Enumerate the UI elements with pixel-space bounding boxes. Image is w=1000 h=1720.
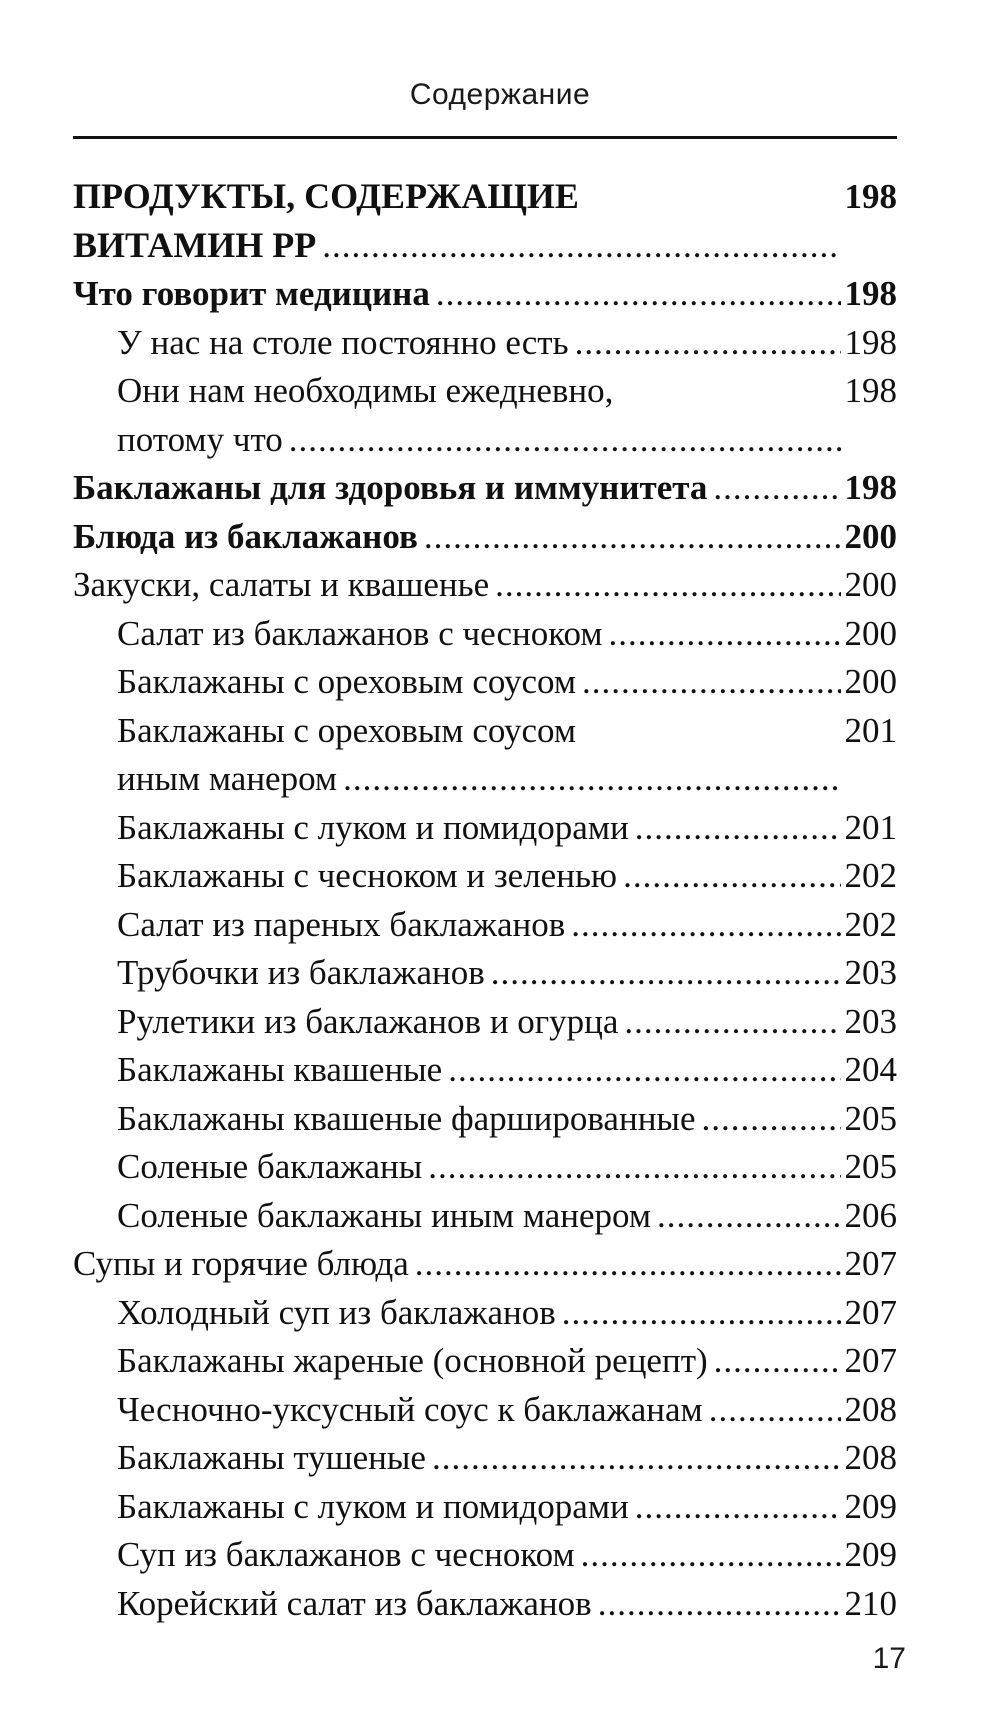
- toc-entry: [73, 1580, 897, 1629]
- toc-entry-title: [117, 367, 845, 464]
- toc-entry-title-line: Чесночно-уксусный соус к баклажанам: [117, 1389, 703, 1429]
- toc-entry: [73, 658, 897, 707]
- toc-entry-title: [117, 707, 845, 804]
- toc-entry-title-line: Баклажаны жареные (основной рецепт): [117, 1341, 708, 1380]
- toc-entry-title: [73, 464, 845, 513]
- toc-entry: [73, 270, 897, 319]
- toc-entry: [73, 1095, 897, 1144]
- toc-entry: [73, 319, 897, 368]
- toc-entry-page-number: 198: [844, 274, 897, 313]
- toc-entry: [73, 1240, 897, 1289]
- dot-leader: [428, 1143, 840, 1192]
- toc-entry-title: [117, 852, 845, 901]
- dot-leader: [635, 1483, 841, 1532]
- toc-entry-title-line: потому что: [117, 419, 283, 459]
- toc-entry-page-number: 206: [844, 1195, 897, 1235]
- dot-leader: [582, 658, 840, 707]
- toc-entry-title: [73, 513, 845, 562]
- toc-entry-title-line: Соленые баклажаны: [117, 1147, 423, 1186]
- toc-entry-page-number: 205: [844, 1098, 897, 1138]
- toc-entry-title-line: Они нам необходимы ежедневно,: [117, 371, 614, 410]
- toc-entry: [73, 1386, 897, 1435]
- dot-leader: [491, 949, 841, 998]
- toc-entry: [73, 949, 897, 998]
- toc-entry-title-line: Баклажаны с луком и помидорами: [117, 1486, 629, 1526]
- toc-entry-title: [117, 1337, 845, 1386]
- toc-entry-title: [117, 804, 845, 853]
- toc-entry-page-number: 209: [844, 1486, 897, 1526]
- dot-leader: [343, 755, 840, 804]
- toc-entry-title-line: ПРОДУКТЫ, СОДЕРЖАЩИЕ: [73, 176, 579, 216]
- toc-entry-page-number: 200: [844, 565, 897, 604]
- page-number: 17: [872, 1642, 906, 1675]
- dot-leader: [657, 1192, 840, 1241]
- toc-entry-title-line: Закуски, салаты и квашенье: [73, 565, 490, 604]
- toc-entry-title-line: Корейский салат из баклажанов: [117, 1583, 592, 1623]
- dot-leader: [495, 561, 840, 610]
- toc-entry: [73, 464, 897, 513]
- toc-entry-title-line: Баклажаны с чесноком и зеленью: [117, 856, 618, 895]
- dot-leader: [713, 464, 840, 513]
- toc-entry: [73, 901, 897, 950]
- toc-entry: [73, 1143, 897, 1192]
- toc-entry-page-number: 204: [844, 1050, 897, 1089]
- dot-leader: [709, 1386, 841, 1435]
- toc-entry-page-number: 207: [844, 1244, 897, 1283]
- toc-entry-title-line: Блюда из баклажанов: [73, 516, 418, 556]
- toc-entry-title: [117, 1095, 845, 1144]
- toc-entry-title: [117, 1143, 845, 1192]
- toc-entry-title-line: иным манером: [117, 759, 338, 798]
- toc-entry-page-number: 208: [844, 1438, 897, 1477]
- toc-entry-page-number: 203: [844, 953, 897, 992]
- toc-entry-title: [117, 1531, 845, 1580]
- toc-entry-page-number: 203: [844, 1001, 897, 1041]
- toc-entry-title-line: Баклажаны с ореховым соусом: [117, 662, 577, 701]
- toc-entry-page-number: 200: [844, 613, 897, 653]
- toc-entry: [73, 1531, 897, 1580]
- toc-entry-title: [117, 1483, 845, 1532]
- toc-entry-title: [117, 998, 845, 1047]
- toc-entry-title: [73, 172, 845, 270]
- dot-leader: [608, 610, 840, 659]
- toc-entry: [73, 610, 897, 659]
- toc-entry-page-number: 198: [844, 371, 897, 410]
- dot-leader: [701, 1095, 840, 1144]
- dot-leader: [436, 270, 841, 319]
- toc-entry: [73, 561, 897, 610]
- toc-entry-title-line: Салат из баклажанов с чесноком: [117, 613, 603, 653]
- toc-entry-title: [117, 1046, 845, 1095]
- toc-entry: [73, 1434, 897, 1483]
- toc-entry-title: [117, 901, 845, 950]
- dot-leader: [448, 1046, 840, 1095]
- toc-entry-title-line: Холодный суп из баклажанов: [117, 1292, 556, 1332]
- toc-entry: [73, 172, 897, 270]
- toc-entry-title: [117, 1192, 845, 1241]
- dot-leader: [635, 804, 841, 853]
- toc-entry-title-line: Соленые баклажаны иным манером: [117, 1195, 652, 1235]
- toc-entry-title-line: Баклажаны с ореховым соусом: [117, 710, 577, 750]
- toc-entry-page-number: 210: [844, 1583, 897, 1623]
- toc-entry-title: [73, 1240, 845, 1289]
- dot-leader: [289, 416, 841, 465]
- dot-leader: [624, 998, 840, 1047]
- toc-entry: [73, 707, 897, 804]
- toc-entry-page-number: 207: [844, 1341, 897, 1380]
- toc-entry-page-number: 207: [844, 1292, 897, 1332]
- dot-leader: [714, 1337, 841, 1386]
- toc-entry: [73, 804, 897, 853]
- toc-entry: [73, 852, 897, 901]
- toc-entry-page-number: 208: [844, 1389, 897, 1429]
- toc-entry-page-number: 209: [844, 1535, 897, 1574]
- dot-leader: [322, 222, 840, 271]
- toc-entry-title-line: Супы и горячие блюда: [73, 1244, 409, 1283]
- table-of-contents: [73, 172, 897, 1628]
- toc-entry: [73, 513, 897, 562]
- dot-leader: [598, 1580, 841, 1629]
- toc-entry-title-line: Баклажаны квашеные: [117, 1050, 443, 1089]
- toc-entry: [73, 1046, 897, 1095]
- toc-entry-title-line: Рулетики из баклажанов и огурца: [117, 1001, 619, 1041]
- dot-leader: [571, 901, 840, 950]
- dot-leader: [623, 852, 840, 901]
- toc-entry-title: [117, 319, 845, 368]
- toc-entry-page-number: 198: [844, 468, 897, 507]
- dot-leader: [562, 1289, 841, 1338]
- toc-entry: [73, 367, 897, 464]
- toc-entry-title: [117, 949, 845, 998]
- dot-leader: [581, 1531, 841, 1580]
- toc-entry-title: [117, 1434, 845, 1483]
- toc-entry-title-line: Салат из пареных баклажанов: [117, 904, 566, 944]
- toc-entry: [73, 1337, 897, 1386]
- toc-entry-page-number: 202: [844, 904, 897, 944]
- toc-entry-title-line: Баклажаны для здоровья и иммунитета: [73, 468, 708, 507]
- toc-entry-title: [117, 1386, 845, 1435]
- toc-entry-page-number: 205: [844, 1147, 897, 1186]
- toc-entry-page-number: 198: [844, 322, 897, 362]
- dot-leader: [415, 1240, 841, 1289]
- dot-leader: [575, 319, 841, 368]
- toc-entry-title: [73, 270, 845, 319]
- toc-entry-title: [117, 1580, 845, 1629]
- toc-entry-title-line: Баклажаны квашеные фаршированные: [117, 1098, 696, 1138]
- toc-entry-page-number: 201: [844, 807, 897, 847]
- toc-entry-page-number: 201: [844, 710, 897, 750]
- running-header: Содержание: [409, 78, 591, 111]
- toc-entry: [73, 1289, 897, 1338]
- toc-entry-title-line: Что говорит медицина: [73, 274, 430, 313]
- toc-entry-title-line: Баклажаны с луком и помидорами: [117, 807, 629, 847]
- toc-entry-title: [117, 1289, 845, 1338]
- toc-entry-title: [117, 658, 845, 707]
- toc-entry-title: [117, 610, 845, 659]
- toc-entry: [73, 1483, 897, 1532]
- toc-entry-page-number: 202: [844, 856, 897, 895]
- toc-entry: [73, 1192, 897, 1241]
- toc-entry-title-line: Баклажаны тушеные: [117, 1438, 426, 1477]
- toc-entry-page-number: 198: [844, 177, 897, 216]
- toc-entry-title-line: У нас на столе постоянно есть: [117, 322, 569, 362]
- toc-entry-title-line: Суп из баклажанов с чесноком: [117, 1535, 575, 1574]
- toc-entry-title: [73, 561, 845, 610]
- toc-entry: [73, 998, 897, 1047]
- header-rule: [73, 136, 897, 139]
- toc-entry-title-line: Трубочки из баклажанов: [117, 953, 485, 992]
- dot-leader: [424, 513, 841, 562]
- toc-entry-page-number: 200: [844, 662, 897, 701]
- toc-entry-title-line: ВИТАМИН РР: [73, 224, 317, 265]
- toc-entry-page-number: 200: [844, 516, 897, 556]
- dot-leader: [432, 1434, 841, 1483]
